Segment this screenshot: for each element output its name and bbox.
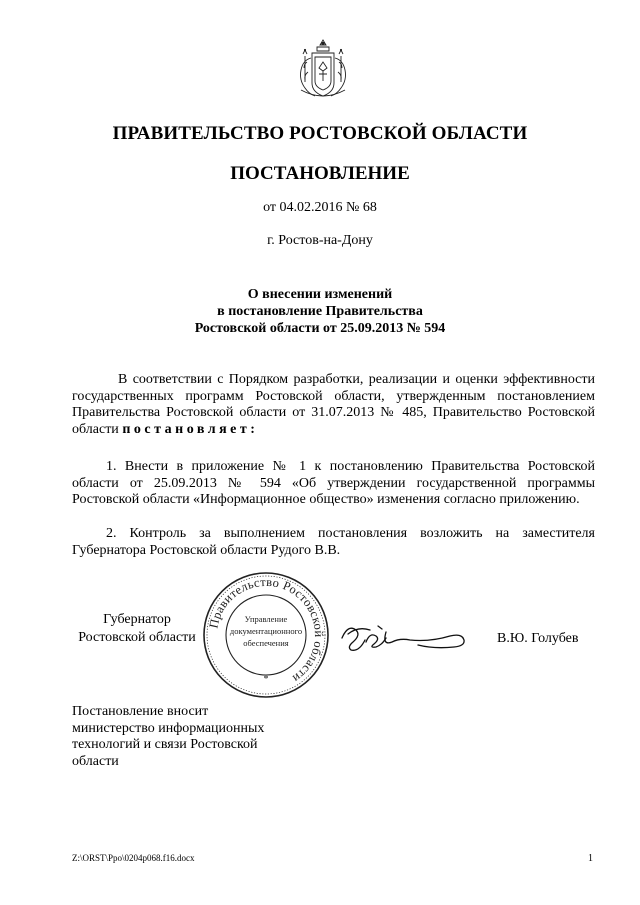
- introduced-by-line: области: [72, 753, 119, 769]
- signatory-title-line: Губернатор: [103, 612, 171, 627]
- seal-center-line: документационного: [229, 626, 303, 636]
- footer-file-path: Z:\ORST\Ppo\0204p068.f16.docx: [72, 853, 195, 863]
- document-type: ПОСТАНОВЛЕНИЕ: [230, 163, 410, 184]
- page-number: 1: [588, 853, 593, 864]
- official-seal-stamp: [202, 571, 330, 699]
- subject-line: Ростовской области от 25.09.2013 № 594: [194, 321, 446, 336]
- handwritten-signature: [338, 612, 468, 656]
- introduced-by-line: министерство информационных: [72, 720, 265, 736]
- introduced-by-line: технологий и связи Ростовской: [72, 737, 258, 752]
- preamble-text: В соответствии с Порядком разработки, реализации и оценки эффективности государственных программ Ростовской области, утвержденным постановлением Правительства Ростовской области от 31.07.2013 № 485, Правительство Ростовской области: [72, 372, 595, 437]
- seal-ring-text: Правительство Ростовской области: [206, 574, 327, 686]
- preamble-paragraph: [72, 372, 595, 438]
- subject-line: О внесении изменений: [247, 287, 393, 302]
- document-city: г. Ростов-на-Дону: [267, 233, 373, 248]
- decree-item-1: 1. Внести в приложение № 1 к постановлению Правительства Ростовской области от 25.09.2013 № 594 «Об утверждении государственной программы Ростовской области «Информационное общество» изменения согласно приложению.: [72, 459, 595, 507]
- document-date-number: от 04.02.2016 № 68: [263, 200, 377, 215]
- organization-title: ПРАВИТЕЛЬСТВО РОСТОВСКОЙ ОБЛАСТИ: [112, 123, 528, 144]
- signatory-title: [72, 611, 202, 647]
- decree-item-2: 2. Контроль за выполнением постановления возложить на заместителя Губернатора Ростовской области Рудого В.В.: [72, 526, 595, 558]
- document-subject: [0, 286, 640, 337]
- decree-word: постановляет:: [122, 421, 259, 437]
- seal-center-line: Управление: [244, 614, 288, 624]
- subject-line: в постановление Правительства: [217, 304, 423, 319]
- seal-center-line: обеспечения: [243, 638, 289, 648]
- svg-text:*: *: [263, 674, 269, 685]
- signatory-name: В.Ю. Голубев: [497, 631, 579, 646]
- introduced-by-note: [72, 704, 312, 770]
- signatory-title-line: Ростовской области: [78, 630, 196, 645]
- coat-of-arms-icon: [293, 38, 353, 100]
- introduced-by-line: Постановление вносит: [72, 704, 209, 719]
